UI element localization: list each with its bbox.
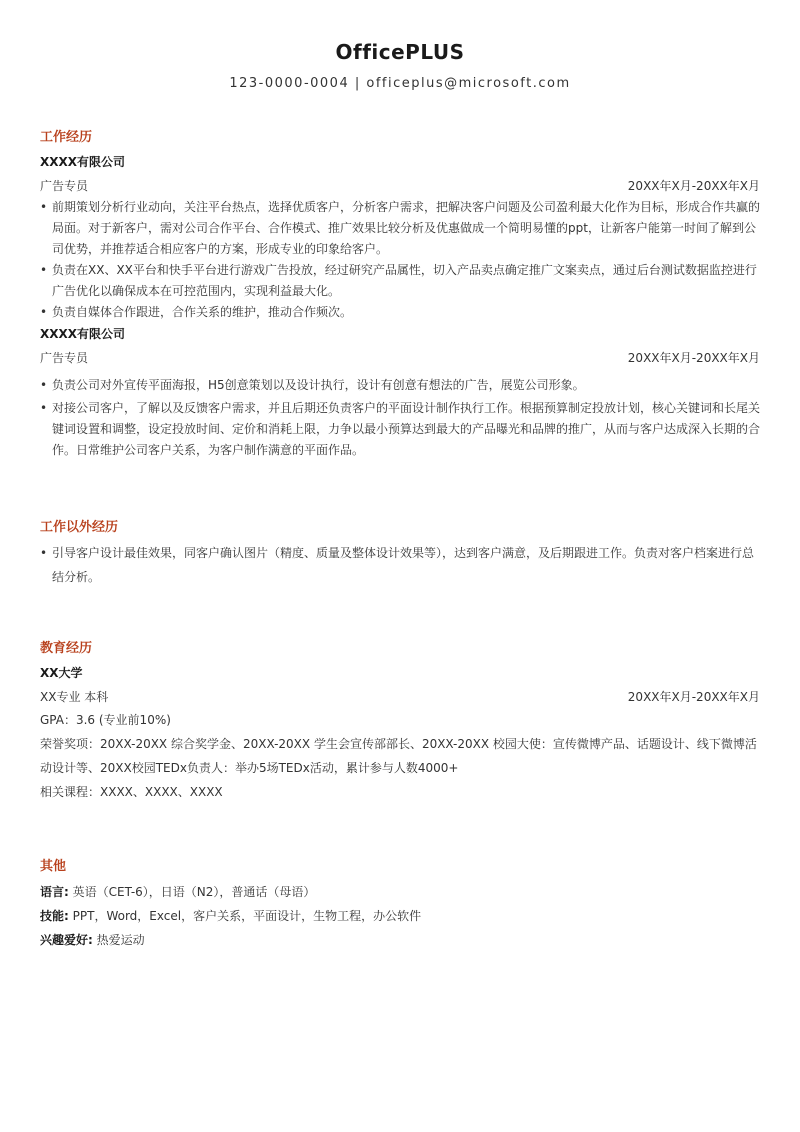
section-title-other: 其他 bbox=[40, 859, 67, 874]
extra-section bbox=[40, 517, 760, 589]
job-dates: 20XX年X月-20XX年X月 bbox=[627, 179, 760, 193]
language-label: 语言: bbox=[40, 885, 69, 899]
list-item: • 前期策划分析行业动向，关注平台热点，选择优质客户，分析客户需求，把解决客户问题及公司盈利最大化作为目标，形成合作共赢的局面。对于新客户，需对公司合作平台、合作模式、推广效果比较分析及优惠做成一个简明易懂的ppt，让新客户能第一时间了解到公司优势，并推荐适合相应客户的方案，形成专业的印象给客户。 bbox=[40, 197, 760, 260]
gpa: GPA：3.6 (专业前10%) bbox=[40, 713, 171, 727]
job-meta-row bbox=[40, 175, 760, 197]
section-title-education: 教育经历 bbox=[40, 641, 93, 656]
honors: 荣誉奖项：20XX-20XX 综合奖学金、20XX-20XX 学生会宣传部部长、20XX-20XX 校园大使：宣传微博产品、话题设计、线下微博活动设计等、20XX校园TEDx负责人：举办5场TEDx活动，累计参与人数4000+ bbox=[40, 737, 757, 775]
education-section bbox=[40, 638, 760, 804]
major-degree: XX专业 本科 bbox=[40, 690, 109, 704]
list-item: • 对接公司客户，了解以及反馈客户需求，并且后期还负责客户的平面设计制作执行工作。根据预算制定投放计划，核心关键词和长尾关键词设置和调整，设定投放时间、定价和消耗上限，力争以最小预算达到最大的产品曝光和品牌的推广，从而与客户达成深入长期的合作。日常维护公司客户关系，为客户制作满意的平面作品。 bbox=[40, 398, 760, 461]
job-dates: 20XX年X月-20XX年X月 bbox=[627, 351, 760, 365]
skills-row bbox=[40, 904, 760, 928]
section-title-work: 工作经历 bbox=[40, 130, 93, 145]
candidate-name: OfficePLUS bbox=[335, 40, 465, 64]
education-meta-row bbox=[40, 686, 760, 708]
contact-info: 123-0000-0004 | officeplus@microsoft.com bbox=[229, 76, 571, 91]
list-item: • 负责自媒体合作跟进，合作关系的维护，推动合作频次。 bbox=[40, 302, 760, 323]
job-role: 广告专员 bbox=[40, 179, 89, 193]
list-item: • 负责在XX、XX平台和快手平台进行游戏广告投放，经过研究产品属性，切入产品卖点确定推广文案卖点，通过后台测试数据监控进行广告优化以确保成本在可控范围内，实现利益最大化。 bbox=[40, 260, 760, 302]
language-row bbox=[40, 880, 760, 904]
company-name: XXXX有限公司 bbox=[40, 327, 126, 341]
hobby-row bbox=[40, 928, 760, 952]
job-meta-row bbox=[40, 347, 760, 369]
job-bullets bbox=[40, 197, 760, 323]
list-item: • 负责公司对外宣传平面海报，H5创意策划以及设计执行，设计有创意有想法的广告，展览公司形象。 bbox=[40, 375, 760, 396]
courses: 相关课程：XXXX、XXXX、XXXX bbox=[40, 785, 223, 799]
job-bullets bbox=[40, 375, 760, 461]
hobby-label: 兴趣爱好: bbox=[40, 933, 93, 947]
extra-bullets bbox=[40, 541, 760, 589]
job-entry bbox=[40, 151, 760, 323]
job-role: 广告专员 bbox=[40, 351, 89, 365]
job-entry bbox=[40, 323, 760, 461]
school-name: XX大学 bbox=[40, 666, 83, 680]
other-section bbox=[40, 856, 760, 952]
language-value: 英语（CET-6），日语（N2），普通话（母语） bbox=[72, 885, 316, 899]
list-item: • 引导客户设计最佳效果，同客户确认图片（精度、质量及整体设计效果等），达到客户满意，及后期跟进工作。负责对客户档案进行总结分析。 bbox=[40, 541, 760, 589]
work-section bbox=[40, 127, 760, 461]
company-name: XXXX有限公司 bbox=[40, 155, 126, 169]
section-title-extra: 工作以外经历 bbox=[40, 520, 119, 535]
hobby-value: 热爱运动 bbox=[96, 933, 145, 947]
skills-label: 技能: bbox=[40, 909, 69, 923]
skills-value: PPT，Word，Excel，客户关系，平面设计，生物工程，办公软件 bbox=[72, 909, 422, 923]
education-dates: 20XX年X月-20XX年X月 bbox=[627, 690, 760, 704]
